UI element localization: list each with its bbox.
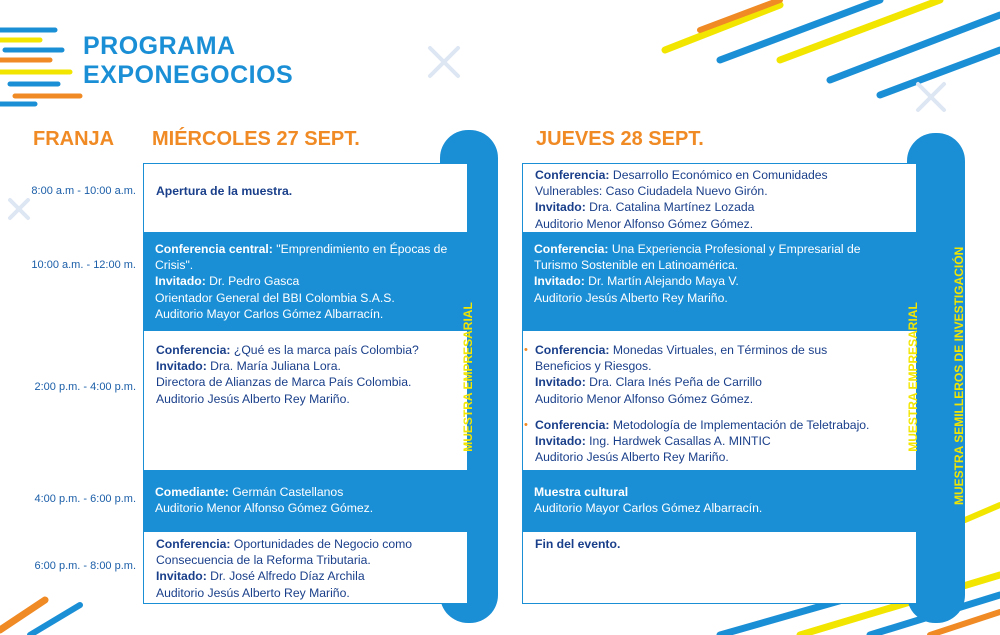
title-line-1: PROGRAMA xyxy=(83,32,236,60)
time-slot-5: 6:00 p.m. - 8:00 p.m. xyxy=(34,560,136,572)
time-slot-3: 2:00 p.m. - 4:00 p.m. xyxy=(34,381,136,393)
day2-slot-5: Fin del evento. xyxy=(522,531,917,604)
day1-slot-4: Comediante: Germán Castellanos Auditorio Menor Alfonso Gómez Gómez. xyxy=(143,471,468,531)
time-slot-4: 4:00 p.m. - 6:00 p.m. xyxy=(34,493,136,505)
title-line-2: EXPONEGOCIOS xyxy=(83,61,294,89)
side-label-left: MUESTRA EMPRESARIAL xyxy=(461,302,475,452)
day1-slot-5: Conferencia: Oportunidades de Negocio como Consecuencia de la Reforma Tributaria. Invitado: Dr. José Alfredo Díaz Archila Auditorio Jesús Alberto Rey Mariño. xyxy=(143,531,468,604)
side-label-right-1: MUESTRA EMPRESARIAL xyxy=(906,302,920,452)
time-slot-2: 10:00 a.m. - 12:00 m. xyxy=(31,259,136,271)
header-franja: FRANJA xyxy=(33,128,115,150)
bullet-icon: • xyxy=(524,418,528,431)
time-slot-1: 8:00 a.m - 10:00 a.m. xyxy=(31,185,136,197)
header-day2: JUEVES 28 SEPT. xyxy=(536,128,704,150)
day1-slot-2: Conferencia central: "Emprendimiento en Épocas de Crisis". Invitado: Dr. Pedro Gasca Orientador General del BBI Colombia S.A.S. Auditorio Mayor Carlos Gómez Albarracín. xyxy=(143,233,468,330)
day2-slot-3: • Conferencia: Monedas Virtuales, en Términos de sus Beneficios y Riesgos. Invitado: Dra. Clara Inés Peña de Carrillo Auditorio Menor Alfonso Gómez Gómez. • Conferencia: Metodología de Implementación de Teletrabajo. Invitado: Ing. Hardwek Casallas A. MINTIC Auditorio Jesús Alberto Rey Mariño. xyxy=(522,330,917,471)
page-title xyxy=(83,32,293,90)
day2-slot-2: Conferencia: Una Experiencia Profesional y Empresarial de Turismo Sostenible en Latinoamérica. Invitado: Dr. Martín Alejando Maya V. Auditorio Jesús Alberto Rey Mariño. xyxy=(522,233,917,330)
side-label-right-2: MUESTRA SEMILLEROS DE INVESTIGACIÓN xyxy=(952,246,966,505)
day2-slot-4: Muestra cultural Auditorio Mayor Carlos Gómez Albarracín. xyxy=(522,471,917,531)
day1-slot-1: Apertura de la muestra. xyxy=(143,163,468,233)
header-day1: MIÉRCOLES 27 SEPT. xyxy=(152,128,360,150)
day2-slot-1: Conferencia: Desarrollo Económico en Comunidades Vulnerables: Caso Ciudadela Nuevo Girón. Invitado: Dra. Catalina Martínez Lozada Auditorio Menor Alfonso Gómez Gómez. xyxy=(522,163,917,233)
bullet-icon: • xyxy=(524,344,528,356)
day1-slot-3: Conferencia: ¿Qué es la marca país Colombia? Invitado: Dra. María Juliana Lora. Directora de Alianzas de Marca País Colombia. Auditorio Jesús Alberto Rey Mariño. xyxy=(143,330,468,471)
